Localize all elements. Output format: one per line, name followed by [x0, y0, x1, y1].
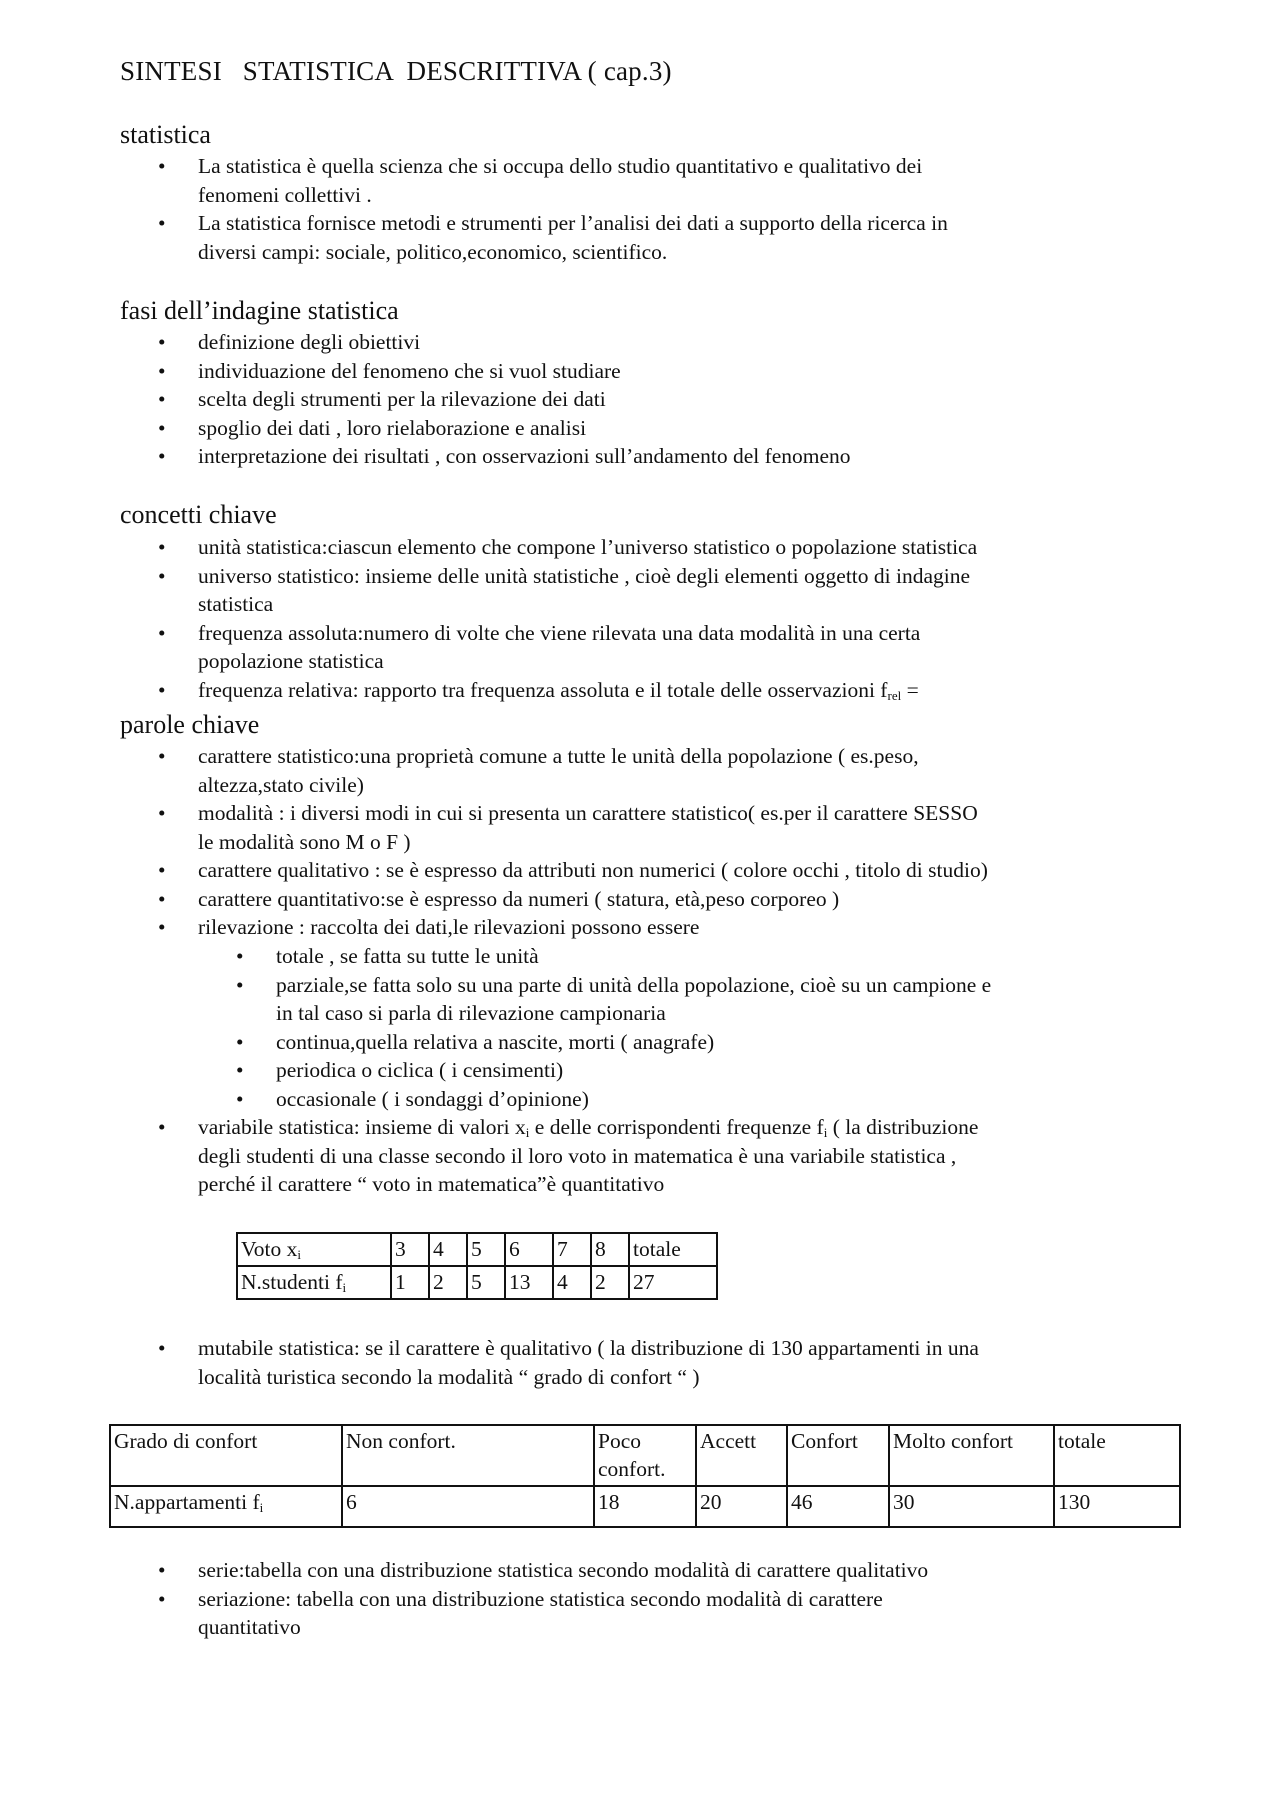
list-item: • rilevazione : raccolta dei dati,le rilevazioni possono essere [158, 915, 700, 939]
section-heading-parole: parole chiave [120, 710, 260, 739]
table-cell: 20 [696, 1486, 787, 1527]
table-cell: 3 [391, 1233, 429, 1266]
table-cell: 2 [591, 1266, 629, 1299]
table-row [110, 1486, 1180, 1527]
table-cell: 8 [591, 1233, 629, 1266]
list-item: • seriazione: tabella con una distribuzione statistica secondo modalità di carattere quantitativo [158, 1586, 883, 1639]
table-cell: totale [1054, 1425, 1180, 1486]
table-cell: 4 [429, 1233, 467, 1266]
list-item: • La statistica è quella scienza che si occupa dello studio quantitativo e qualitativo dei fenomeni collettivi . [158, 154, 923, 207]
list-item: • unità statistica:ciascun elemento che compone l’universo statistico o popolazione statistica [158, 535, 978, 559]
list-item: • carattere quantitativo:se è espresso da numeri ( statura, età,peso corporeo ) [158, 886, 840, 911]
list-item: • spoglio dei dati , loro rielaborazione e analisi [158, 415, 587, 440]
list-item: • continua,quella relativa a nascite, morti ( anagrafe) [236, 1029, 715, 1054]
list-item: • occasionale ( i sondaggi d’opinione) [236, 1086, 589, 1111]
table-cell: Grado di confort [110, 1425, 342, 1486]
list-item: • La statistica fornisce metodi e strumenti per l’analisi dei dati a supporto della ricerca in diversi campi: sociale, politico,economico, scientifico. [158, 211, 948, 264]
list-item: • periodica o ciclica ( i censimenti) [236, 1058, 564, 1082]
section-heading-statistica: statistica [120, 120, 211, 149]
list-item: • individuazione del fenomeno che si vuol studiare [158, 358, 621, 383]
final-list [0, 1556, 1280, 1642]
list-item: • totale , se fatta su tutte le unità [236, 944, 539, 968]
table-cell: 5 [467, 1233, 505, 1266]
list-item: • mutabile statistica: se il carattere è qualitativo ( la distribuzione di 130 appartamenti in una località turistica secondo la modalità “ grado di confort “ ) [158, 1336, 979, 1389]
parole-list [0, 742, 1280, 942]
list-item: • universo statistico: insieme delle unità statistiche , cioè degli elementi oggetto di indagine statistica [158, 563, 971, 616]
voti-table [236, 1232, 718, 1300]
table-cell: 130 [1054, 1486, 1180, 1527]
table-cell: Poco confort. [594, 1425, 696, 1486]
table-cell: N.studenti $f_i$ [237, 1266, 391, 1299]
list-item: • modalità : i diversi modi in cui si presenta un carattere statistico( es.per il carattere SESSO le modalità sono M o F ) [158, 801, 978, 854]
fasi-list [0, 328, 1280, 471]
list-item: • variabile statistica: insieme di valori $x_i$ e delle corrispondenti frequenze $f_i$ ( la distribuzione degli studenti di una classe secondo il loro voto in matematica è una variabile statistica , perché il carattere “ voto in matematica”è quantitativo [158, 1115, 979, 1196]
list-item: • serie:tabella con una distribuzione statistica secondo modalità di carattere qualitativo [158, 1558, 929, 1582]
table-cell: 30 [889, 1486, 1054, 1527]
statistica-list [0, 152, 1280, 266]
list-item: • definizione degli obiettivi [158, 330, 421, 354]
list-item: • frequenza assoluta:numero di volte che viene rilevata una data modalità in una certa popolazione statistica [158, 620, 921, 673]
variabile-list [0, 1113, 1280, 1199]
table-cell: 2 [429, 1266, 467, 1299]
table-cell: 4 [553, 1266, 591, 1299]
table-cell: Accett [696, 1425, 787, 1486]
concetti-list [0, 533, 1280, 704]
list-item: • frequenza relativa: rapporto tra frequenza assoluta e il totale delle osservazioni $f_{rel}$ = [158, 677, 919, 703]
rilevazione-sublist [0, 942, 1280, 1113]
page-title: SINTESI STATISTICA DESCRITTIVA ( cap.3) [120, 56, 672, 86]
table-cell: 27 [629, 1266, 717, 1299]
table-cell: Confort [787, 1425, 889, 1486]
list-item: • interpretazione dei risultati , con osservazioni sull’andamento del fenomeno [158, 444, 851, 468]
table-cell: totale [629, 1233, 717, 1266]
list-item: • parziale,se fatta solo su una parte di unità della popolazione, cioè su un campione e in tal caso si parla di rilevazione campionaria [236, 972, 992, 1025]
list-item: • carattere qualitativo : se è espresso da attributi non numerici ( colore occhi , titolo di studio) [158, 858, 988, 882]
table-cell: N.appartamenti $f_i$ [110, 1486, 342, 1527]
table-cell: 1 [391, 1266, 429, 1299]
table-cell: 7 [553, 1233, 591, 1266]
table-cell: Voto $x_i$ [237, 1233, 391, 1266]
mutabile-list [0, 1334, 1280, 1391]
list-item: • carattere statistico:una proprietà comune a tutte le unità della popolazione ( es.peso, altezza,stato civile) [158, 744, 919, 797]
table-cell: 6 [505, 1233, 553, 1266]
table-cell: Molto confort [889, 1425, 1054, 1486]
table-row [237, 1266, 717, 1299]
section-heading-fasi: fasi dell’indagine statistica [120, 296, 399, 325]
table-row [237, 1233, 717, 1266]
table-cell: 5 [467, 1266, 505, 1299]
table-cell: Non confort. [342, 1425, 594, 1486]
confort-table [109, 1424, 1181, 1528]
table-cell: 13 [505, 1266, 553, 1299]
table-cell: 18 [594, 1486, 696, 1527]
section-heading-concetti: concetti chiave [120, 500, 277, 529]
table-row [110, 1425, 1180, 1486]
list-item: • scelta degli strumenti per la rilevazione dei dati [158, 387, 606, 411]
table-cell: 46 [787, 1486, 889, 1527]
table-cell: 6 [342, 1486, 594, 1527]
